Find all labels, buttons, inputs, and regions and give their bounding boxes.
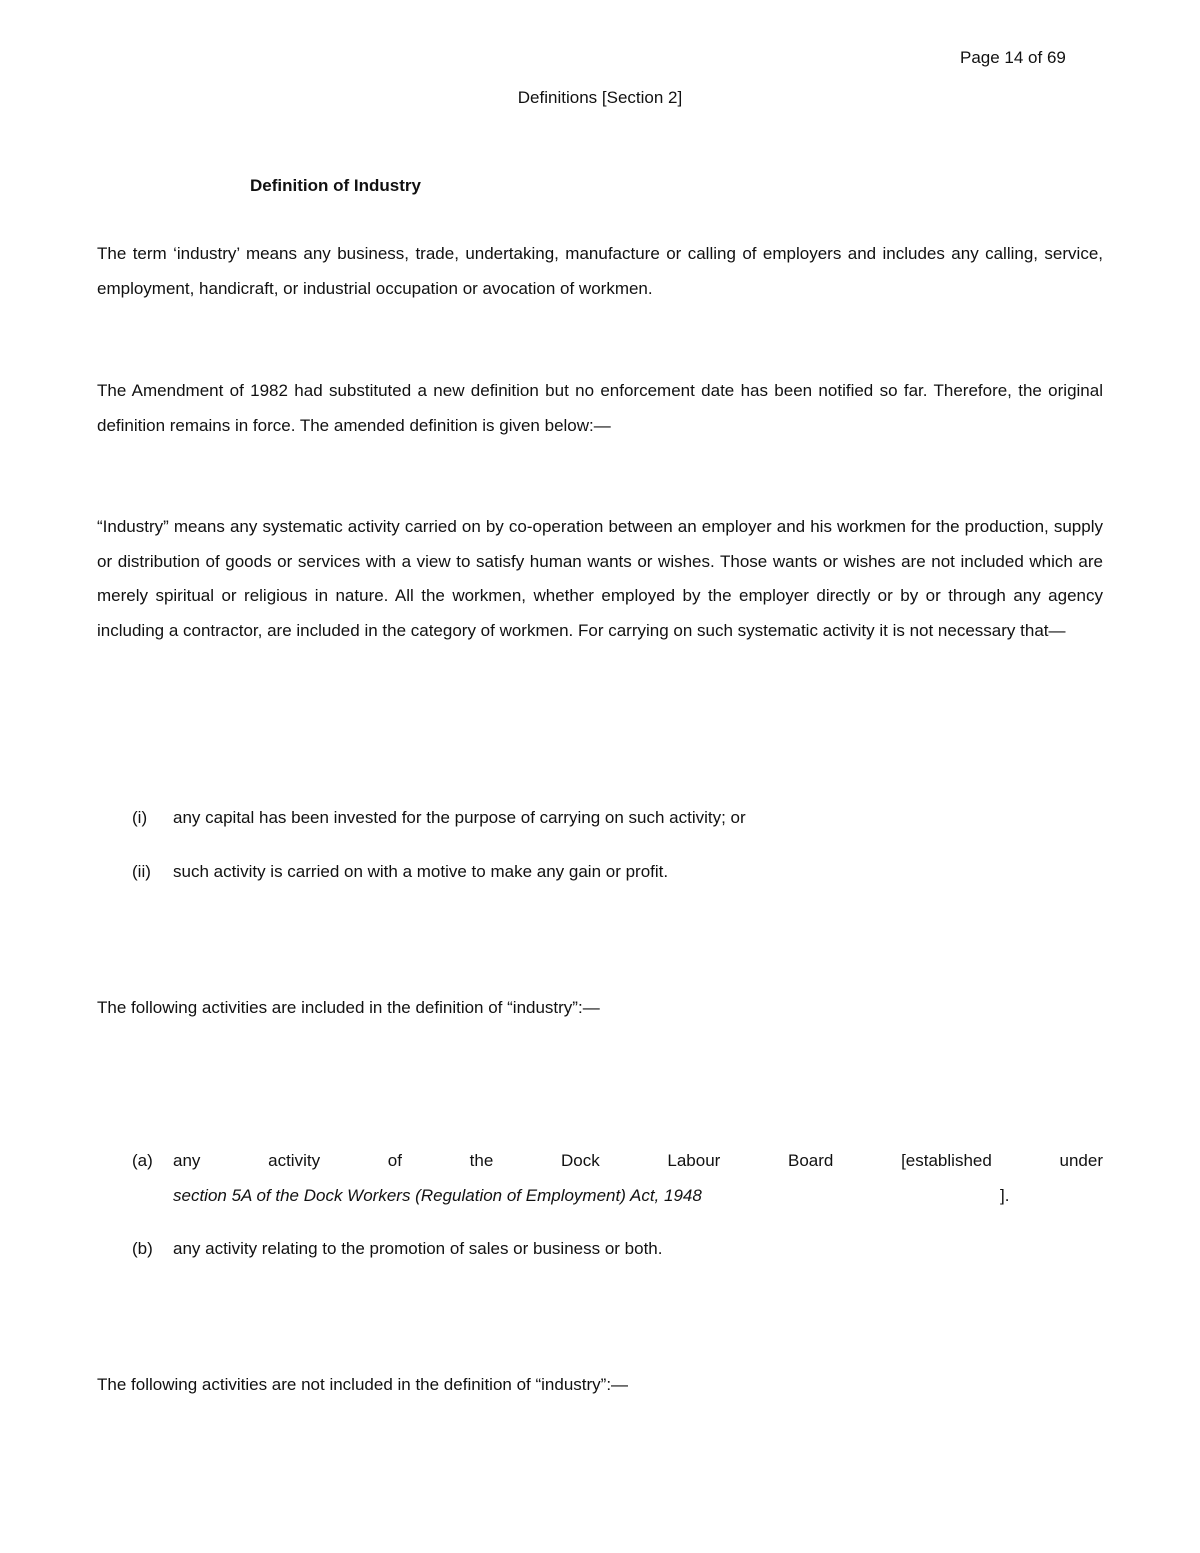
word: Labour [667,1151,721,1170]
word: [established [901,1151,992,1170]
list-item-text: such activity is carried on with a motive to make any gain or profit. [173,862,669,881]
running-head: Definitions [Section 2] [517,88,683,107]
word: Dock [560,1151,600,1170]
paragraph-excluded-activities: The following activities are not included in the definition of “industry”:— [97,1375,629,1394]
section-heading: Definition of Industry [250,176,421,195]
paragraph-included-activities: The following activities are included in the definition of “industry”:— [97,998,600,1017]
list-item-text: any activity relating to the promotion of sales or business or both. [173,1239,663,1258]
paragraph-amendment-note: The Amendment of 1982 had substituted a new definition but no enforcement date has been notified so far. Therefore, the original definition remains in force. The amended definition is given below:— [97,381,1103,435]
list-marker: (i) [132,808,148,827]
justified-line [173,1144,1103,1179]
list-marker: (b) [132,1239,153,1258]
word: of [387,1151,402,1170]
list-item-text [173,1144,1103,1213]
reference-line [173,1179,1103,1214]
list-marker: (ii) [132,862,151,881]
statute-reference-link[interactable]: section 5A of the Dock Workers (Regulation of Employment) Act, 1948 [173,1185,702,1205]
closing-bracket: ]. [1000,1185,1010,1205]
word: any [173,1151,201,1170]
list-marker: (a) [132,1151,153,1170]
page-number: Page 14 of 69 [960,48,1066,67]
word: activity [268,1151,321,1170]
paragraph-industry-definition: The term ‘industry’ means any business, trade, undertaking, manufacture or calling of employers and includes any calling, service, employment, handicraft, or industrial occupation or avocation of workmen. [97,244,1103,298]
word: Board [788,1151,834,1170]
word: the [469,1151,494,1170]
word: under [1059,1151,1103,1170]
list-item-text: any capital has been invested for the purpose of carrying on such activity; or [173,808,746,827]
paragraph-amended-definition: “Industry” means any systematic activity carried on by co-operation between an employer and his workmen for the production, supply or distribution of goods or services with a view to satisfy human wants or wishes. Those wants or wishes are not included which are merely spiritual or religious in nature. All the workmen, whether employed by the employer directly or by or through any agency including a contractor, are included in the category of workmen. For carrying on such systematic activity it is not necessary that— [97,517,1103,640]
